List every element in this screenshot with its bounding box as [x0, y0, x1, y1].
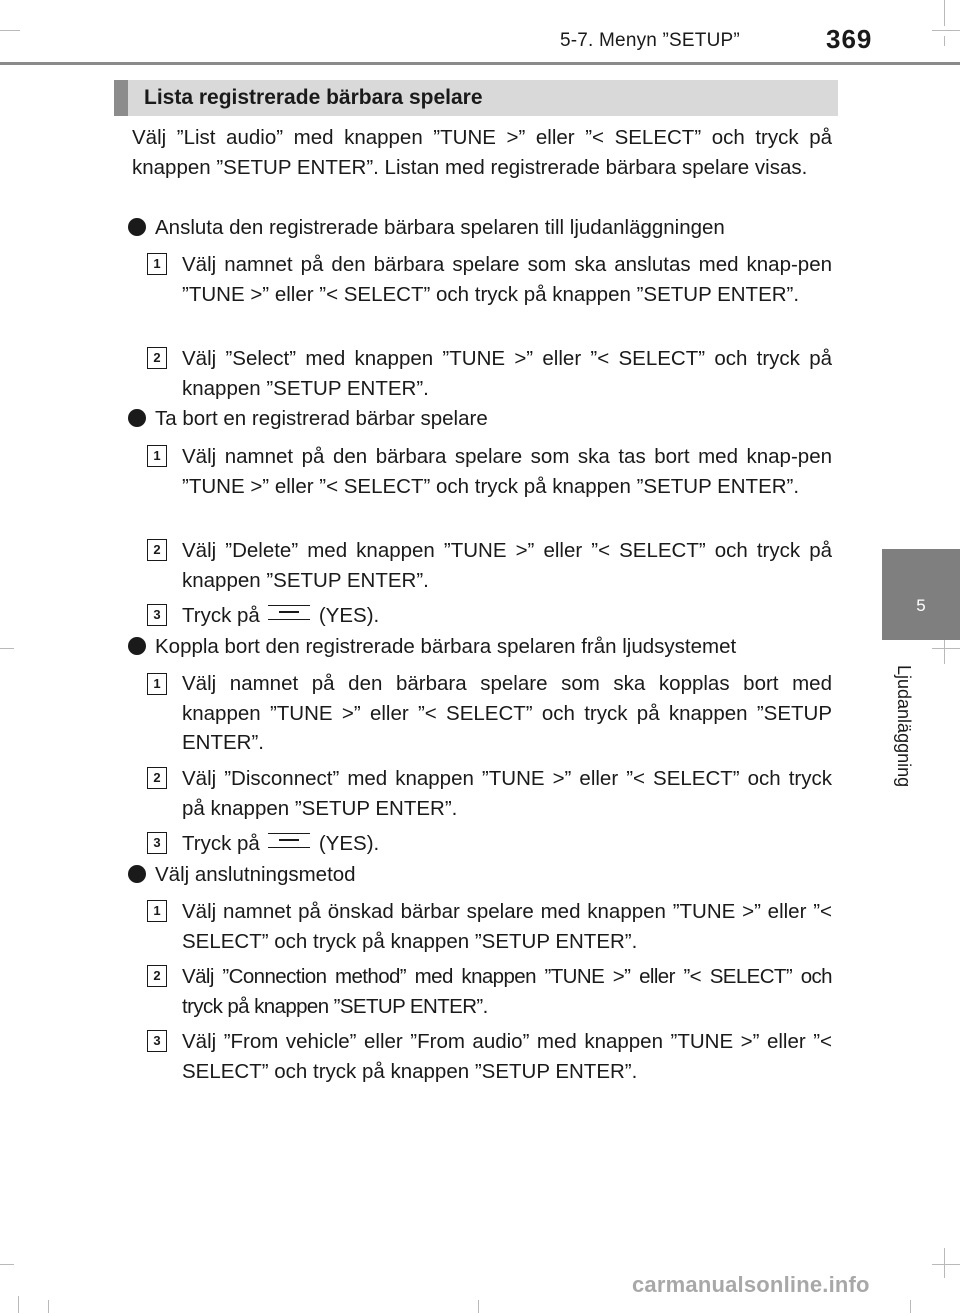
step-text-after: (YES). [318, 832, 380, 855]
chapter-tab [882, 549, 960, 640]
step-number-badge: 2 [147, 347, 167, 369]
watermark: carmanualsonline.info [632, 1272, 870, 1297]
crop-mark [944, 0, 945, 26]
section-intro: Välj ”List audio” med knappen ”TUNE >” eller ”< SELECT” och tryck på knappen ”SETUP ENTER”. Listan med registrerade bärbara spelare visas. [132, 126, 832, 179]
step-text [182, 601, 832, 631]
crop-mark [932, 648, 960, 649]
bullet-item [128, 404, 848, 434]
running-header-title: 5-7. Menyn ”SETUP” [560, 30, 740, 51]
section-heading-text: Lista registrerade bärbara spelare [144, 86, 483, 109]
step-number-badge: 1 [147, 253, 167, 275]
crop-mark [0, 1264, 14, 1265]
step-text-before: Tryck på [182, 604, 260, 627]
crop-mark [944, 1248, 945, 1278]
step-number-badge: 1 [147, 673, 167, 695]
step-number-badge: 3 [147, 604, 167, 626]
step-number-badge: 2 [147, 539, 167, 561]
step-number-badge: 2 [147, 767, 167, 789]
section-heading [114, 80, 838, 116]
bullet-dot-icon [128, 218, 146, 236]
function-key-icon [268, 833, 310, 848]
step-text: Välj ”Select” med knappen ”TUNE >” eller ”< SELECT” och tryck på knappen ”SETUP ENTER”. [182, 347, 832, 400]
bullet-item [128, 213, 848, 243]
step-text-before: Tryck på [182, 832, 260, 855]
step-text: Välj ”Disconnect” med knappen ”TUNE >” eller ”< SELECT” och tryck på knappen ”SETUP ENTER”. [182, 767, 832, 820]
crop-mark [932, 30, 960, 31]
bullet-item [128, 632, 848, 662]
page-number: 369 [826, 24, 873, 54]
step-text: Välj ”Delete” med knappen ”TUNE >” eller ”< SELECT” och tryck på knappen ”SETUP ENTER”. [182, 539, 832, 592]
bullet-item [128, 860, 848, 890]
crop-mark [0, 648, 14, 649]
step-number-badge: 1 [147, 445, 167, 467]
chapter-label: Ljudanläggning [894, 665, 914, 788]
bullet-title: Ansluta den registrerade bärbara spelaren till ljudanläggningen [155, 216, 725, 239]
step-text: Välj ”From vehicle” eller ”From audio” med knappen ”TUNE >” eller ”< SELECT” och tryck på knappen ”SETUP ENTER”. [182, 1030, 832, 1083]
bullet-title: Ta bort en registrerad bärbar spelare [155, 407, 488, 430]
bullet-dot-icon [128, 865, 146, 883]
step-text: Välj ”Connection method” med knappen ”TUNE >” eller ”< SELECT” och tryck på knappen ”SETUP ENTER”. [182, 965, 832, 1018]
crop-mark [910, 1300, 911, 1313]
header-rule [0, 62, 960, 65]
section-heading-bar [114, 80, 128, 116]
step-text: Välj namnet på den bärbara spelare som ska anslutas med knap-pen ”TUNE >” eller ”< SELECT” och tryck på knappen ”SETUP ENTER”. [182, 253, 832, 306]
bullet-title: Välj anslutningsmetod [155, 863, 356, 886]
step-number-badge: 1 [147, 900, 167, 922]
crop-mark [944, 36, 945, 46]
step-number-badge: 3 [147, 832, 167, 854]
step-text: Välj namnet på önskad bärbar spelare med knappen ”TUNE >” eller ”< SELECT” och tryck på knappen ”SETUP ENTER”. [182, 900, 832, 953]
step-number-badge: 2 [147, 965, 167, 987]
step-text: Välj namnet på den bärbara spelare som ska tas bort med knap-pen ”TUNE >” eller ”< SELECT” och tryck på knappen ”SETUP ENTER”. [182, 445, 832, 498]
chapter-number: 5 [916, 596, 926, 615]
crop-mark [48, 1300, 49, 1313]
crop-mark [0, 30, 20, 31]
function-key-icon [268, 605, 310, 620]
bullet-dot-icon [128, 409, 146, 427]
step-number-badge: 3 [147, 1030, 167, 1052]
step-text-after: (YES). [318, 604, 380, 627]
step-text: Välj namnet på den bärbara spelare som ska kopplas bort med knappen ”TUNE >” eller ”< SELECT” och tryck på knappen ”SETUP ENTER”. [182, 672, 832, 754]
step-text [182, 829, 832, 859]
crop-mark [18, 1296, 19, 1313]
crop-mark [932, 1264, 960, 1265]
bullet-dot-icon [128, 637, 146, 655]
bullet-title: Koppla bort den registrerade bärbara spelaren från ljudsystemet [155, 635, 737, 658]
crop-mark [478, 1300, 479, 1313]
